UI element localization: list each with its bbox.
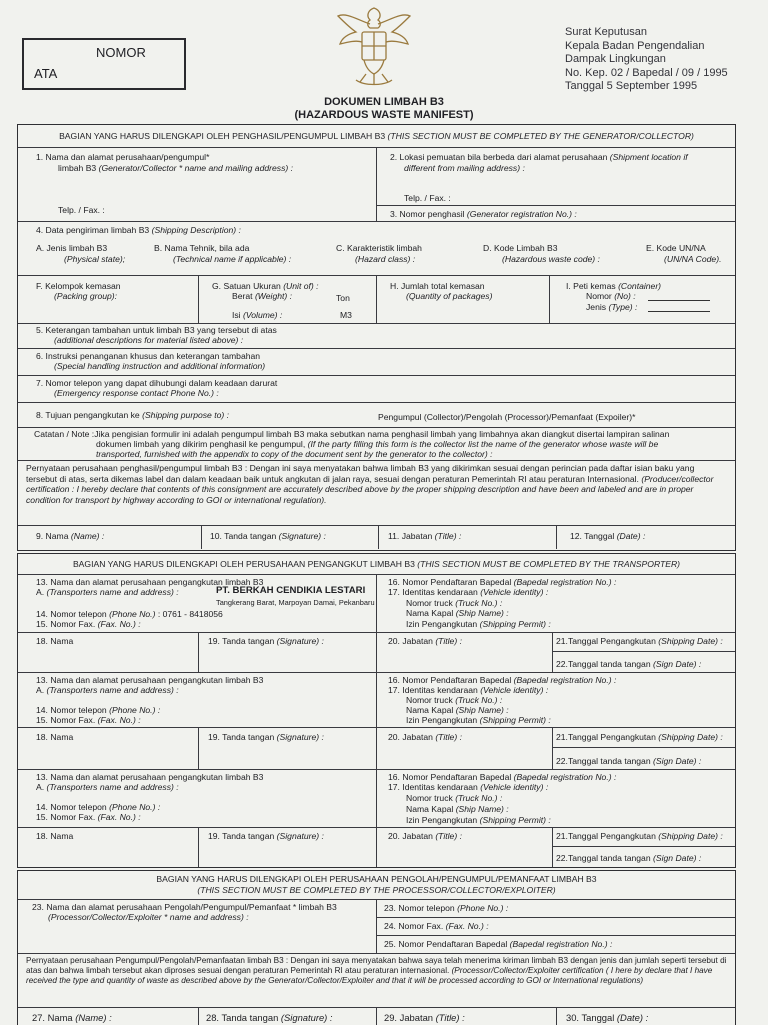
field-13a-en: (Transporters name and address) :	[46, 685, 179, 695]
garuda-emblem-icon	[334, 2, 414, 88]
processor-section	[17, 870, 736, 1025]
field-4i-en: (Container)	[618, 281, 662, 291]
field-4-label: 4. Data pengiriman limbah B3	[36, 225, 150, 235]
field-17-label: 17. Identitas kendaraan	[388, 587, 478, 597]
ata-label: ATA	[34, 66, 58, 81]
field-14-en: (Phone No.) :	[109, 705, 161, 715]
field-12-label: 12. Tanggal	[570, 531, 615, 541]
permit-en: (Shipping Permit) :	[479, 619, 551, 629]
field-27-label: 27. Nama	[32, 1012, 73, 1023]
container-no-en: (No) :	[614, 291, 636, 301]
volume-label-en: (Volume) :	[242, 310, 283, 320]
field-20-label: 20. Jabatan	[388, 636, 433, 646]
field-23r-en: (Phone No.) :	[457, 903, 509, 913]
field-27-en: (Name) :	[75, 1012, 112, 1023]
transporter-1-info-row	[18, 574, 735, 633]
ship-label: Nama Kapal	[406, 608, 454, 618]
field-5-label: 5. Keterangan tambahan untuk limbah B3 yang tersebut di atas	[36, 325, 277, 335]
field-9-en: (Name) :	[70, 531, 105, 541]
field-9-label: 9. Nama	[36, 531, 69, 541]
field-20-en: (Title) :	[435, 831, 462, 841]
field-15-en: (Fax. No.) :	[97, 715, 141, 725]
processor-info-row	[18, 899, 735, 954]
field-22-label: 22.Tanggal tanda tangan	[556, 756, 651, 766]
packaging-row	[18, 275, 735, 324]
field-14-label: 14. Nomor telepon	[36, 609, 107, 619]
field-19-label: 19. Tanda tangan	[208, 732, 275, 742]
document-subtitle: (HAZARDOUS WASTE MANIFEST)	[294, 109, 474, 121]
note-line-3-en: transported, furnished with the appendix to copy of the document sent by the generator to the collector) :	[96, 449, 493, 459]
field-1-telp: Telp. / Fax. :	[58, 205, 105, 215]
permit-label: Izin Pengangkutan	[406, 815, 478, 825]
field-6-label: 6. Instruksi penanganan khusus dan keterangan tambahan	[36, 351, 261, 361]
field-4h-label: H. Jumlah total kemasan	[390, 281, 485, 291]
field-4e-label: E. Kode UN/NA	[646, 243, 706, 253]
field-19-en: (Signature) :	[276, 732, 324, 742]
container-type-en: (Type) :	[608, 302, 638, 312]
field-4d-en: (Hazardous waste code) :	[502, 254, 600, 264]
field-17-en: (Vehicle identity) :	[480, 685, 549, 695]
permit-label: Izin Pengangkutan	[406, 619, 478, 629]
field-13a: A.	[36, 587, 45, 597]
truck-en: (Truck No.) :	[455, 793, 503, 803]
field-23-en: (Processor/Collector/Exploiter * name and address) :	[48, 912, 249, 922]
weight-label: Berat	[232, 291, 253, 301]
nomor-label: NOMOR	[96, 45, 146, 60]
decree-line: Tanggal 5 September 1995	[565, 80, 698, 92]
field-4i-label: I. Peti kemas	[566, 281, 616, 291]
generator-heading-en: (THIS SECTION MUST BE COMPLETED BY THE GENERATOR/COLLECTOR)	[387, 131, 694, 141]
note-line-2: dokumen limbah yang dikirim penghasil ke pengumpul,	[96, 439, 306, 449]
processor-declaration: Pernyataan perusahaan Pengumpul/Pengolah/Pemanfaatan limbah B3 : Dengan ini saya menyatakan bahwa saya telah menerima kiriman limbah B3 dengan jenis dan jumlah seperti tersebut di atas dan bahwa limbah tersebut akan diproses sesuai dengan peraturan Pemerintah RI atau peraturan internasional.	[26, 956, 727, 976]
transporter-heading-id: BAGIAN YANG HARUS DILENGKAPI OLEH PERUSAHAAN PENGANGKUT LIMBAH B3	[72, 559, 415, 569]
field-12-en: (Date) :	[616, 531, 646, 541]
document-title: DOKUMEN LIMBAH B3	[324, 96, 444, 108]
volume-label: Isi	[232, 310, 241, 320]
field-4c-label: C. Karakteristik limbah	[336, 243, 422, 253]
shipping-description-row	[18, 221, 735, 276]
field-7-row	[18, 375, 735, 403]
field-28-label: 28. Tanda tangan	[206, 1012, 279, 1023]
transporter-heading-en: (THIS SECTION MUST BE COMPLETED BY THE TRANSPORTER)	[417, 559, 681, 569]
transporter-1-signature-row	[18, 632, 735, 673]
field-14-label: 14. Nomor telepon	[36, 705, 107, 715]
field-4f-en: (Packing group):	[54, 291, 118, 301]
field-15-en: (Fax. No.) :	[97, 619, 141, 629]
generator-section-heading	[18, 125, 735, 148]
decree-line: Surat Keputusan	[565, 26, 647, 38]
field-18-label: 18. Nama	[36, 732, 74, 742]
processor-declaration-en: (Processor/Collector/Exploiter certification ( I here by declare that I have received the type and quantity of waste as described above by the Generator/Collector/Exploiter and that it will be processed according to GOI or International regulations)	[26, 966, 713, 986]
field-18-label: 18. Nama	[36, 831, 74, 841]
field-5-en: (additional descriptions for material listed above) :	[54, 335, 244, 345]
field-20-label: 20. Jabatan	[388, 831, 433, 841]
field-13a: A.	[36, 782, 45, 792]
transporter-2-info-row	[18, 672, 735, 728]
field-21-label: 21.Tanggal Pengangkutan	[556, 831, 656, 841]
field-22-en: (Sign Date) :	[653, 756, 702, 766]
field-18-label: 18. Nama	[36, 636, 74, 646]
field-17-en: (Vehicle identity) :	[480, 782, 549, 792]
field-16-en: (Bapedal registration No.) :	[513, 577, 617, 587]
field-30-label: 30. Tanggal	[566, 1012, 615, 1023]
field-13-label: 13. Nama dan alamat perusahaan pengangkutan limbah B3	[36, 675, 264, 685]
field-15-label: 15. Nomor Fax.	[36, 619, 96, 629]
m3-unit: M3	[340, 310, 352, 320]
field-10-label: 10. Tanda tangan	[210, 531, 277, 541]
field-17-label: 17. Identitas kendaraan	[388, 782, 478, 792]
generator-declaration: Pernyataan perusahaan penghasil/pengumpul limbah B3 : Dengan ini saya menyatakan bahwa limbah B3 yang dikirimkan sesuai dengan perincian pada daftar isian baku yang tersebut di atas, serta dikemas label dan dalam keadaan baik untuk angkutan di jalan raya, sesuai dengan peraturan Pemerintah RI atau peraturan Internasional.	[26, 463, 695, 484]
field-22-label: 22.Tanggal tanda tangan	[556, 853, 651, 863]
field-14-label: 14. Nomor telepon	[36, 802, 107, 812]
field-23r-label: 23. Nomor telepon	[384, 903, 455, 913]
field-3-label-en: (Generator registration No.) :	[466, 209, 577, 219]
truck-label: Nomor truck	[406, 598, 453, 608]
field-10-en: (Signature) :	[278, 531, 326, 541]
field-19-en: (Signature) :	[276, 831, 324, 841]
transporter-company-name: PT. BERKAH CENDIKIA LESTARI	[216, 585, 366, 596]
transporter-2-signature-row	[18, 727, 735, 770]
generator-address-row	[18, 147, 735, 222]
field-29-label: 29. Jabatan	[384, 1012, 433, 1023]
field-16-label: 16. Nomor Pendaftaran Bapedal	[388, 772, 512, 782]
weight-label-en: (Weight) :	[254, 291, 293, 301]
field-14-en: (Phone No.)	[109, 609, 156, 619]
field-20-en: (Title) :	[435, 732, 462, 742]
field-19-label: 19. Tanda tangan	[208, 831, 275, 841]
field-8-en: (Shipping purpose to) :	[142, 410, 230, 420]
field-25-en: (Bapedal registration No.) :	[509, 939, 613, 949]
field-7-en: (Emergency response contact Phone No.) :	[54, 388, 219, 398]
field-14-en: (Phone No.) :	[109, 802, 161, 812]
field-8-row	[18, 402, 735, 428]
decree-line: No. Kep. 02 / Bapedal / 09 / 1995	[565, 66, 728, 79]
field-15-en: (Fax. No.) :	[97, 812, 141, 822]
processor-section-heading	[18, 871, 735, 900]
ship-en: (Ship Name) :	[455, 705, 509, 715]
container-type-label: Jenis	[586, 302, 607, 312]
decree-line: Dampak Lingkungan	[565, 53, 666, 65]
field-4b-en: (Technical name if applicable) :	[173, 254, 292, 264]
field-24-label: 24. Nomor Fax.	[384, 921, 444, 931]
truck-en: (Truck No.) :	[455, 695, 503, 705]
field-13a-en: (Transporters name and address) :	[46, 782, 179, 792]
field-4h-en: (Quantity of packages)	[406, 291, 493, 301]
generator-section	[17, 124, 736, 551]
transporter-section	[17, 553, 736, 868]
permit-label: Izin Pengangkutan	[406, 715, 478, 725]
field-5-row	[18, 323, 735, 349]
field-2-label: 2. Lokasi pemuatan bila berbeda dari alamat perusahaan	[390, 152, 608, 162]
ship-en: (Ship Name) :	[455, 804, 509, 814]
transporter-3-info-row	[18, 769, 735, 828]
generator-declaration-en: (Producer/collector certification : I hereby declare that contents of this consignment are accurately described above by the proper shipping description and have been and labeled and are in proper condition for transport by highway according to GOI or international regulation).	[26, 473, 714, 505]
shipping-purpose-options: Pengumpul (Collector)/Pengolah (Processor)/Pemanfaat (Expoiler)*	[378, 412, 636, 422]
field-8-label: 8. Tujuan pengangkutan ke	[36, 410, 140, 420]
field-4b-label: B. Nama Tehnik, bila ada	[154, 243, 250, 253]
field-22-label: 22.Tanggal tanda tangan	[556, 659, 651, 669]
field-1-label: 1. Nama dan alamat perusahaan/pengumpul*	[36, 152, 210, 162]
field-15-label: 15. Nomor Fax.	[36, 812, 96, 822]
field-22-en: (Sign Date) :	[653, 659, 702, 669]
field-6-row	[18, 348, 735, 376]
field-2-sub-en: different from mailing address) :	[404, 163, 525, 173]
field-13a-en: (Transporters name and address) :	[46, 587, 179, 597]
transporter-3-signature-row	[18, 827, 735, 867]
field-16-en: (Bapedal registration No.) :	[513, 675, 617, 685]
field-21-label: 21.Tanggal Pengangkutan	[556, 732, 656, 742]
field-29-en: (Title) :	[435, 1012, 465, 1023]
field-4d-label: D. Kode Limbah B3	[483, 243, 558, 253]
ton-unit: Ton	[336, 293, 350, 303]
generator-heading-id: BAGIAN YANG HARUS DILENGKAPI OLEH PENGHASIL/PENGUMPUL LIMBAH B3	[59, 131, 386, 141]
container-no-label: Nomor	[586, 291, 612, 301]
field-16-label: 16. Nomor Pendaftaran Bapedal	[388, 675, 512, 685]
field-1-sub: limbah B3	[58, 163, 97, 173]
ship-label: Nama Kapal	[406, 804, 454, 814]
field-21-en: (Shipping Date) :	[658, 636, 723, 646]
field-4g-label: G. Satuan Ukuran	[212, 281, 281, 291]
field-17-en: (Vehicle identity) :	[480, 587, 549, 597]
field-1-sub-en: (Generator/Collector * name and mailing address) :	[98, 163, 294, 173]
field-13-label: 13. Nama dan alamat perusahaan pengangkutan limbah B3	[36, 577, 264, 587]
transporter-section-heading	[18, 554, 735, 575]
truck-label: Nomor truck	[406, 793, 453, 803]
field-13a: A.	[36, 685, 45, 695]
field-19-en: (Signature) :	[276, 636, 324, 646]
field-4-label-en: (Shipping Description) :	[151, 225, 241, 235]
field-4a-label: A. Jenis limbah B3	[36, 243, 108, 253]
field-15-label: 15. Nomor Fax.	[36, 715, 96, 725]
field-19-label: 19. Tanda tangan	[208, 636, 275, 646]
note-line-2-en: (If the party filling this form is the collector list the name of the generator whose waste will be	[307, 439, 659, 449]
field-13-label: 13. Nama dan alamat perusahaan pengangkutan limbah B3	[36, 772, 264, 782]
field-23-label: 23. Nama dan alamat perusahaan Pengolah/Pengumpul/Pemanfaat * limbah B3	[32, 902, 337, 912]
generator-signature-row	[18, 525, 735, 549]
field-2-label-en: (Shipment location if	[609, 152, 688, 162]
permit-en: (Shipping Permit) :	[479, 715, 551, 725]
generator-declaration-row	[18, 460, 735, 526]
note-row	[18, 427, 735, 461]
permit-en: (Shipping Permit) :	[479, 815, 551, 825]
field-4c-en: (Hazard class) :	[355, 254, 416, 264]
transporter-company-address: Tangkerang Barat, Marpoyan Damai, Pekanbaru	[216, 598, 375, 607]
field-6-en: (Special handling instruction and additional information)	[54, 361, 266, 371]
decree-reference	[565, 26, 728, 94]
processor-heading-id: BAGIAN YANG HARUS DILENGKAPI OLEH PERUSAHAAN PENGOLAH/PENGUMPUL/PEMANFAAT LIMBAH B3	[156, 874, 597, 884]
field-21-label: 21.Tanggal Pengangkutan	[556, 636, 656, 646]
field-7-label: 7. Nomor telepon yang dapat dihubungi dalam keadaan darurat	[36, 378, 278, 388]
field-30-en: (Date) :	[616, 1012, 649, 1023]
processor-signature-row	[18, 1007, 735, 1025]
ship-label: Nama Kapal	[406, 705, 454, 715]
field-20-en: (Title) :	[435, 636, 462, 646]
processor-declaration-row	[18, 953, 735, 1008]
ship-en: (Ship Name) :	[455, 608, 509, 618]
field-4g-en: (Unit of) :	[283, 281, 319, 291]
truck-en: (Truck No.) :	[455, 598, 503, 608]
decree-line: Kepala Badan Pengendalian	[565, 39, 705, 52]
field-24-en: (Fax. No.) :	[445, 921, 489, 931]
field-11-en: (Title) :	[434, 531, 462, 541]
processor-heading-en: (THIS SECTION MUST BE COMPLETED BY THE PROCESSOR/COLLECTOR/EXPLOITER)	[197, 885, 556, 895]
note-line-1: Catatan / Note :Jika pengisian formulir ini adalah pengumpul limbah B3 maka sebutkan nama penghasil limbah yang limbahnya akan diangkut disertai lampiran salinan	[34, 429, 670, 439]
field-2-telp: Telp. / Fax. :	[404, 193, 451, 203]
field-3-label: 3. Nomor penghasil	[390, 209, 465, 219]
field-11-label: 11. Jabatan	[388, 531, 433, 541]
field-4a-en: (Physical state);	[64, 254, 126, 264]
field-16-label: 16. Nomor Pendaftaran Bapedal	[388, 577, 512, 587]
field-4f-label: F. Kelompok kemasan	[36, 281, 121, 291]
field-20-label: 20. Jabatan	[388, 732, 433, 742]
truck-label: Nomor truck	[406, 695, 453, 705]
field-4e-en: (UN/NA Code).	[664, 254, 722, 264]
field-25-label: 25. Nomor Pendaftaran Bapedal	[384, 939, 508, 949]
field-22-en: (Sign Date) :	[653, 853, 702, 863]
field-16-en: (Bapedal registration No.) :	[513, 772, 617, 782]
document-number-box	[22, 38, 186, 90]
transporter-phone-value: : 0761 - 8418056	[157, 609, 223, 619]
field-21-en: (Shipping Date) :	[658, 831, 723, 841]
field-28-en: (Signature) :	[280, 1012, 333, 1023]
field-21-en: (Shipping Date) :	[658, 732, 723, 742]
field-17-label: 17. Identitas kendaraan	[388, 685, 478, 695]
